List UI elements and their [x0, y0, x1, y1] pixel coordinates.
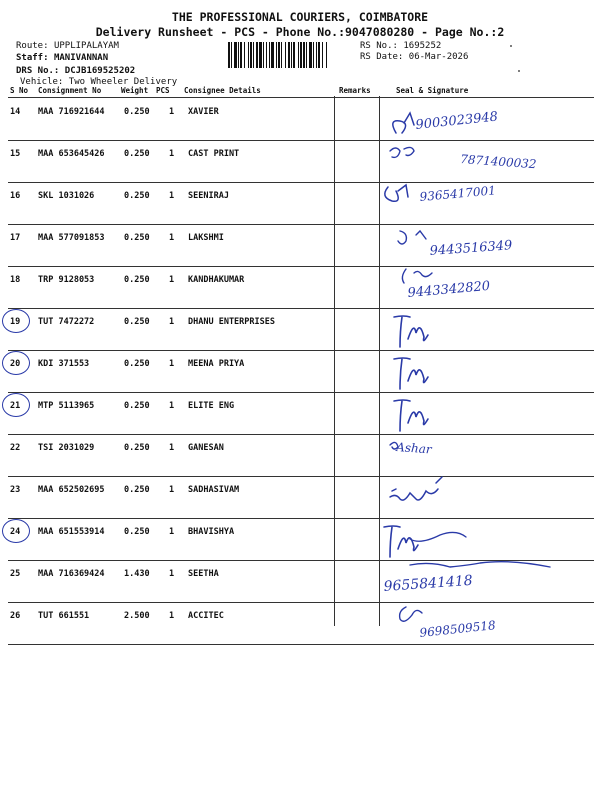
handwritten-text: 9443516349	[429, 238, 513, 259]
handwritten-signature	[380, 603, 594, 645]
drs-label: DRS No.:	[16, 66, 60, 76]
barcode-bar	[263, 42, 264, 68]
signature-area	[380, 435, 594, 477]
consignee-cell: DHANU ENTERPRISES	[188, 317, 275, 327]
table-row	[8, 351, 594, 393]
table-row	[8, 309, 594, 351]
table-row	[8, 183, 594, 225]
stray-mark	[510, 45, 512, 47]
barcode-bar	[300, 42, 302, 68]
barcode-bar	[281, 42, 282, 68]
consignee-cell: SADHASIVAM	[188, 485, 240, 495]
barcode-bar	[269, 42, 270, 68]
staff-line	[16, 53, 108, 63]
barcode-bar	[271, 42, 274, 68]
signature-stroke	[394, 400, 428, 431]
consignment-cell: MAA 716369424	[38, 569, 105, 579]
pcs-cell: 1	[169, 191, 175, 201]
handwritten-text: Ashar	[395, 440, 433, 457]
signature-stroke	[393, 113, 414, 133]
barcode-bar	[250, 42, 252, 68]
handwritten-text: 9365417001	[419, 183, 497, 204]
consignee-cell: KANDHAKUMAR	[188, 275, 245, 285]
consignee-cell: XAVIER	[188, 107, 219, 117]
sno-cell: 14	[10, 107, 21, 117]
table-row	[8, 225, 594, 267]
barcode-bar	[278, 42, 280, 68]
consignee-cell: LAKSHMI	[188, 233, 224, 243]
weight-cell: 0.250	[124, 275, 150, 285]
drs-value: DCJB169525202	[64, 66, 136, 76]
sno-cell: 20	[10, 359, 21, 369]
handwritten-text: 7871400032	[459, 152, 537, 172]
rs-no-line	[360, 41, 441, 51]
col-header-weight: Weight	[121, 86, 149, 95]
consignment-cell: MAA 716921644	[38, 107, 105, 117]
consignment-cell: MAA 652502695	[38, 485, 105, 495]
weight-cell: 0.250	[124, 233, 150, 243]
col-header-consignee: Consignee Details	[184, 86, 261, 95]
drs-line	[16, 66, 135, 76]
weight-cell: 2.500	[124, 611, 150, 621]
signature-stroke	[394, 358, 428, 389]
handwritten-signature	[380, 99, 594, 141]
barcode-bar	[318, 42, 320, 68]
signature-area	[380, 99, 594, 141]
weight-cell: 0.250	[124, 443, 150, 453]
barcode-bar	[248, 42, 249, 68]
stray-mark	[518, 70, 520, 72]
consignee-cell: SEETHA	[188, 569, 219, 579]
consignment-cell: TUT 7472272	[38, 317, 95, 327]
consignee-cell: ACCITEC	[188, 611, 224, 621]
table-row	[8, 393, 594, 435]
consignee-cell: BHAVISHYA	[188, 527, 235, 537]
consignment-cell: TSI 2031029	[38, 443, 95, 453]
route-value: UPPLIPALAYAM	[53, 41, 119, 51]
barcode-bar	[293, 42, 295, 68]
col-header-pcs: PCS	[156, 86, 170, 95]
pcs-cell: 1	[169, 275, 175, 285]
signature-stroke	[402, 269, 432, 283]
handwritten-signature	[380, 141, 594, 183]
pcs-cell: 1	[169, 317, 175, 327]
weight-cell: 0.250	[124, 401, 150, 411]
barcode-bar	[285, 42, 286, 68]
sno-cell: 25	[10, 569, 21, 579]
handwritten-signature	[380, 309, 594, 351]
signature-area	[380, 183, 594, 225]
signature-area	[380, 561, 594, 603]
consignment-cell: MTP 5113965	[38, 401, 95, 411]
rs-date-line	[360, 52, 468, 62]
handwritten-circle-mark	[2, 309, 30, 333]
sno-cell: 22	[10, 443, 21, 453]
barcode-bar	[276, 42, 277, 68]
handwritten-circle-mark	[2, 393, 30, 417]
consignment-cell: MAA 577091853	[38, 233, 105, 243]
sno-cell: 18	[10, 275, 21, 285]
handwritten-circle-mark	[2, 519, 30, 543]
pcs-cell: 1	[169, 401, 175, 411]
handwritten-text: 9655841418	[383, 572, 474, 595]
table-row	[8, 267, 594, 309]
weight-cell: 0.250	[124, 149, 150, 159]
signature-stroke	[400, 607, 422, 621]
col-header-sno: S No	[10, 86, 29, 95]
handwritten-signature	[380, 183, 594, 225]
handwritten-text: 9003023948	[414, 109, 499, 133]
barcode-bar	[313, 42, 314, 68]
handwritten-signature	[380, 225, 594, 267]
company-title: THE PROFESSIONAL COURIERS, COIMBATORE	[171, 10, 429, 24]
consignment-cell: SKL 1031026	[38, 191, 95, 201]
vehicle-value: Two Wheeler Delivery	[68, 77, 178, 87]
barcode-bar	[306, 42, 307, 68]
rs-no-label: RS No.:	[360, 41, 398, 51]
col-header-signature: Seal & Signature	[396, 86, 469, 95]
barcode-bar	[266, 42, 267, 68]
barcode-graphic	[228, 42, 356, 68]
barcode-bar	[228, 42, 230, 68]
sno-cell: 19	[10, 317, 21, 327]
handwritten-signature	[380, 477, 594, 519]
barcode-bar	[326, 42, 327, 68]
sno-cell: 17	[10, 233, 21, 243]
sno-cell: 26	[10, 611, 21, 621]
staff-value: MANIVANNAN	[53, 53, 109, 63]
table-row	[8, 99, 594, 141]
pcs-cell: 1	[169, 107, 175, 117]
table-row	[8, 435, 594, 477]
consignee-cell: ELITE ENG	[188, 401, 235, 411]
barcode-bar	[244, 42, 245, 68]
signature-area	[380, 603, 594, 645]
weight-cell: 0.250	[124, 317, 150, 327]
consignee-cell: CAST PRINT	[188, 149, 240, 159]
signature-stroke	[390, 477, 442, 500]
pcs-cell: 1	[169, 527, 175, 537]
signature-area	[380, 141, 594, 183]
barcode-bar	[303, 42, 305, 68]
consignee-cell: GANESAN	[188, 443, 224, 453]
signature-stroke	[398, 231, 426, 244]
rs-no-value: 1695252	[403, 41, 442, 51]
pcs-cell: 1	[169, 233, 175, 243]
barcode-bar	[309, 42, 312, 68]
signature-area	[380, 519, 594, 561]
pcs-cell: 1	[169, 569, 175, 579]
consignment-cell: KDI 371553	[38, 359, 90, 369]
weight-cell: 1.430	[124, 569, 150, 579]
handwritten-signature	[380, 393, 594, 435]
col-header-consignment: Consignment No	[38, 86, 102, 95]
sno-cell: 24	[10, 527, 21, 537]
consignee-cell: SEENIRAJ	[188, 191, 229, 201]
barcode-bar	[316, 42, 317, 68]
signature-stroke	[410, 562, 550, 567]
barcode	[228, 42, 356, 68]
table-row	[8, 519, 594, 561]
weight-cell: 0.250	[124, 359, 150, 369]
sno-cell: 21	[10, 401, 21, 411]
barcode-bar	[259, 42, 262, 68]
weight-cell: 0.250	[124, 527, 150, 537]
handwritten-signature	[380, 561, 594, 603]
signature-area	[380, 267, 594, 309]
consignment-cell: TRP 9128053	[38, 275, 95, 285]
vehicle-label: Vehicle:	[20, 77, 64, 87]
signature-area	[380, 393, 594, 435]
rs-date-label: RS Date:	[360, 52, 404, 62]
weight-cell: 0.250	[124, 485, 150, 495]
table-row	[8, 477, 594, 519]
col-header-remarks: Remarks	[339, 86, 371, 95]
barcode-bar	[238, 42, 239, 68]
handwritten-circle-mark	[2, 351, 30, 375]
pcs-cell: 1	[169, 443, 175, 453]
barcode-bar	[240, 42, 242, 68]
handwritten-text: 9443342820	[407, 278, 491, 301]
route-line	[16, 41, 119, 51]
signature-area	[380, 225, 594, 267]
header-rule	[8, 97, 594, 98]
signature-stroke	[385, 185, 408, 201]
pcs-cell: 1	[169, 485, 175, 495]
handwritten-signature	[380, 435, 594, 477]
signature-stroke	[390, 147, 414, 157]
table-row	[8, 561, 594, 603]
pcs-cell: 1	[169, 611, 175, 621]
signature-area	[380, 477, 594, 519]
barcode-bar	[298, 42, 299, 68]
barcode-bar	[253, 42, 254, 68]
sno-cell: 15	[10, 149, 21, 159]
consignment-cell: MAA 651553914	[38, 527, 105, 537]
consignee-cell: MEENA PRIYA	[188, 359, 245, 369]
barcode-bar	[256, 42, 258, 68]
signature-stroke	[394, 316, 428, 347]
pcs-cell: 1	[169, 359, 175, 369]
staff-label: Staff:	[16, 53, 49, 63]
consignment-cell: TUT 661551	[38, 611, 90, 621]
sno-cell: 23	[10, 485, 21, 495]
runsheet-subtitle: Delivery Runsheet - PCS - Phone No.:9047080280 - Page No.:2	[95, 25, 505, 39]
signature-area	[380, 351, 594, 393]
handwritten-signature	[380, 351, 594, 393]
barcode-bar	[288, 42, 290, 68]
barcode-bar	[231, 42, 232, 68]
signature-stroke	[410, 532, 466, 541]
handwritten-signature	[380, 267, 594, 309]
signature-area	[380, 309, 594, 351]
barcode-bar	[234, 42, 237, 68]
sno-cell: 16	[10, 191, 21, 201]
barcode-bar	[291, 42, 292, 68]
pcs-cell: 1	[169, 149, 175, 159]
weight-cell: 0.250	[124, 107, 150, 117]
signature-stroke	[384, 526, 418, 557]
handwritten-text: 9698509518	[418, 618, 497, 640]
consignment-cell: MAA 653645426	[38, 149, 105, 159]
handwritten-signature	[380, 519, 594, 561]
rs-date-value: 06-Mar-2026	[408, 52, 469, 62]
weight-cell: 0.250	[124, 191, 150, 201]
table-row	[8, 141, 594, 183]
barcode-bar	[322, 42, 323, 68]
table-row	[8, 603, 594, 645]
route-label: Route:	[16, 41, 49, 51]
